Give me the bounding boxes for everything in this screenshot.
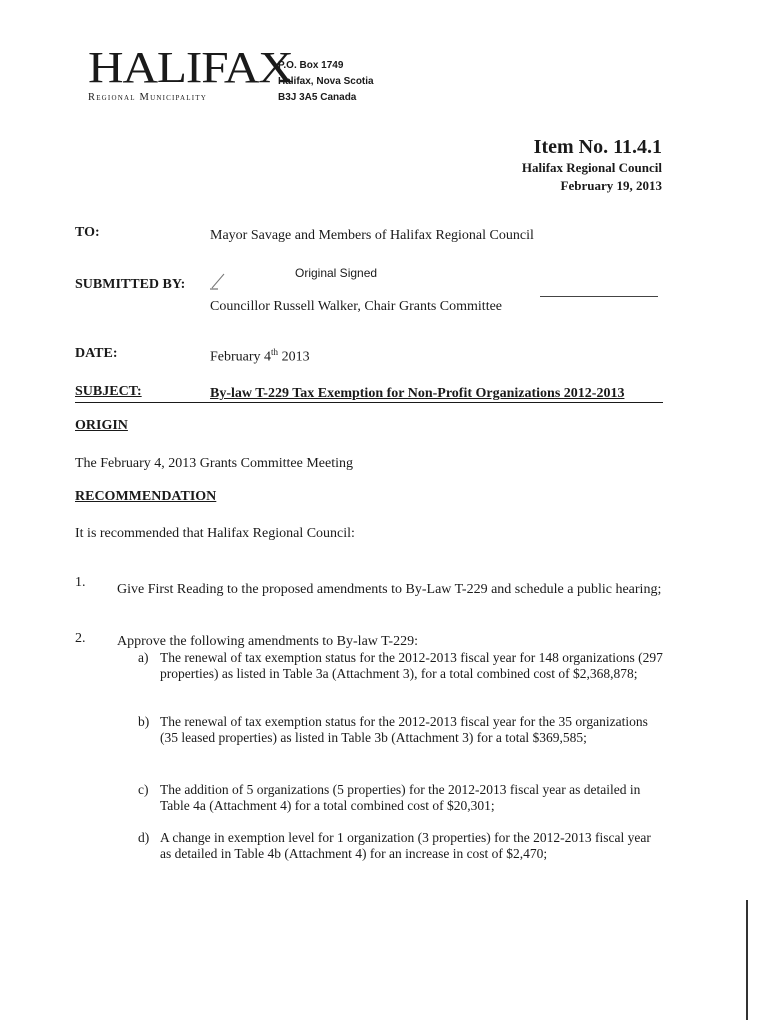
to-value: Mayor Savage and Members of Halifax Regional Council (210, 228, 534, 243)
sub-list-item (138, 650, 663, 682)
sub-list-letter: c) (138, 782, 149, 797)
sub-list-text: A change in exemption level for 1 organization (3 properties) for the 2012-2013 fiscal year as detailed in Table 4b (Attachment 4) for an increase in cost of $2,470; (160, 830, 651, 861)
signature-mark (210, 272, 232, 290)
origin-heading: ORIGIN (75, 418, 128, 433)
recommendation-item: Give First Reading to the proposed amendments to By-Law T-229 and schedule a public hearing; (117, 582, 662, 597)
meeting-date: February 19, 2013 (560, 178, 662, 193)
address-line: P.O. Box 1749 (278, 60, 344, 71)
sub-list-item (138, 714, 663, 746)
logo-subtitle: Regional Municipality (88, 92, 207, 103)
scan-edge-line (746, 900, 748, 1020)
sub-list-item (138, 782, 663, 814)
sub-list-letter: a) (138, 650, 149, 665)
mailing-address (278, 58, 374, 106)
recommendation-intro: It is recommended that Halifax Regional Council: (75, 526, 355, 541)
item-number: Item No. 11.4.1 (533, 136, 662, 158)
list-number: 1. (75, 575, 86, 590)
signature-line (540, 296, 658, 297)
sub-list-item (138, 830, 663, 862)
to-label: TO: (75, 225, 100, 240)
subject-value: By-law T-229 Tax Exemption for Non-Profit Organizations 2012-2013 (210, 386, 625, 401)
item-block (522, 135, 662, 195)
sub-list-text: The renewal of tax exemption status for the 2012-2013 fiscal year for 148 organizations (297 properties) as listed in Table 3a (Attachment 3), for a total combined cost of $2,368,878; (160, 650, 663, 681)
origin-text: The February 4, 2013 Grants Committee Meeting (75, 456, 353, 471)
sub-list-letter: d) (138, 830, 150, 845)
original-signed-note: Original Signed (295, 266, 378, 280)
recommendation-item: Approve the following amendments to By-law T-229: (117, 634, 418, 649)
submitter-name: Councillor Russell Walker, Chair Grants Committee (210, 299, 503, 314)
recommendation-heading: RECOMMENDATION (75, 489, 217, 504)
subject-rule (75, 402, 663, 403)
sub-list-letter: b) (138, 714, 150, 729)
address-line: Halifax, Nova Scotia (278, 76, 374, 87)
date-main: February 4 (210, 349, 272, 365)
date-value (210, 347, 310, 366)
council-name: Halifax Regional Council (521, 160, 662, 175)
sub-list-text: The addition of 5 organizations (5 properties) for the 2012-2013 fiscal year as detailed in Table 4a (Attachment 4) for a total combined cost of $20,301; (160, 782, 641, 813)
date-year: 2013 (278, 349, 310, 365)
address-line: B3J 3A5 Canada (278, 92, 357, 103)
sub-list-text: The renewal of tax exemption status for the 2012-2013 fiscal year for the 35 organizations (35 leased properties) as listed in Table 3b (Attachment 3) for a total $369,585; (160, 714, 648, 745)
date-suffix: th (271, 347, 279, 357)
logo-wordmark: HALIFAX (88, 43, 293, 92)
list-number: 2. (75, 631, 86, 646)
submitted-by-label: SUBMITTED BY: (75, 277, 186, 292)
subject-label: SUBJECT: (75, 384, 142, 399)
date-label: DATE: (75, 346, 118, 361)
halifax-logo (88, 43, 293, 103)
